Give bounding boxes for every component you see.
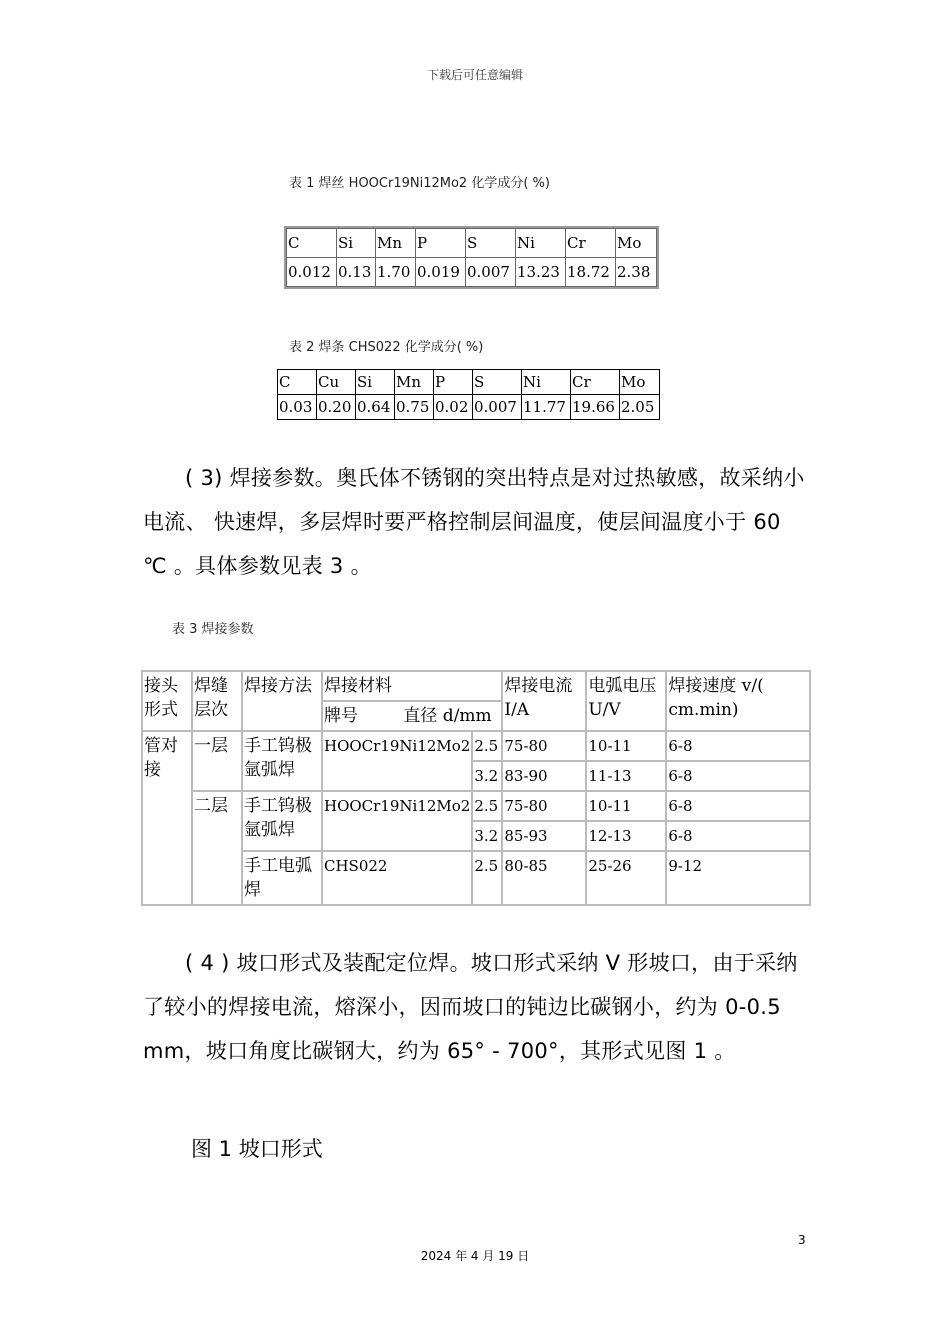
cell-voltage: 12-13: [586, 821, 666, 851]
table2-header-cell: Cu: [317, 370, 356, 395]
table2-header-cell: P: [434, 370, 473, 395]
cell-diameter: 3.2: [472, 761, 502, 791]
cell-current: 80-85: [502, 851, 586, 905]
table2-header-cell: Mo: [620, 370, 660, 395]
cell-current: 85-93: [502, 821, 586, 851]
cell-voltage: 10-11: [586, 791, 666, 821]
table3: [141, 670, 811, 906]
table1-header-cell: Mn: [376, 229, 416, 258]
table1-header-cell: C: [287, 229, 337, 258]
table1-header-cell: Mo: [616, 229, 657, 258]
cell-speed: 9-12: [666, 851, 810, 905]
table1-value-cell: 18.72: [566, 258, 616, 287]
header-voltage: 电弧电压 U/V: [586, 671, 666, 731]
table1-value-cell: 0.019: [416, 258, 466, 287]
table2-header-cell: Si: [356, 370, 395, 395]
cell-diameter: 3.2: [472, 821, 502, 851]
table1-value-row: [287, 258, 657, 287]
table2: [277, 369, 660, 420]
table1-header-cell: Si: [337, 229, 376, 258]
table2-value-row: [278, 395, 660, 420]
table1-value-cell: 13.23: [516, 258, 566, 287]
cell-grade-rod: CHS022: [322, 851, 472, 905]
table2-header-cell: S: [473, 370, 522, 395]
cell-current: 75-80: [502, 731, 586, 761]
table2-value-cell: 0.75: [395, 395, 434, 420]
cell-voltage: 25-26: [586, 851, 666, 905]
cell-method-tig: 手工钨极氩弧焊: [242, 791, 322, 851]
table1-header-row: [287, 229, 657, 258]
table1-header-cell: P: [416, 229, 466, 258]
cell-diameter: 2.5: [472, 731, 502, 761]
table2-value-cell: 0.20: [317, 395, 356, 420]
header-method: 焊接方法: [242, 671, 322, 731]
table3-row: [142, 791, 810, 821]
cell-speed: 6-8: [666, 761, 810, 791]
table1-value-cell: 2.38: [616, 258, 657, 287]
header-joint: 接头形式: [142, 671, 192, 731]
table1-header-cell: Cr: [566, 229, 616, 258]
table3-row: [142, 851, 810, 905]
cell-method-smaw: 手工电弧焊: [242, 851, 322, 905]
table1-header-cell: Ni: [516, 229, 566, 258]
table2-value-cell: 0.03: [278, 395, 317, 420]
table1-value-cell: 1.70: [376, 258, 416, 287]
table1-value-cell: 0.007: [466, 258, 516, 287]
cell-grade-wire: HOOCr19Ni12Mo2: [322, 731, 472, 791]
header-layer: 焊缝层次: [192, 671, 242, 731]
paragraph-3: [143, 456, 808, 588]
figure-caption: 图 1 坡口形式: [191, 1137, 323, 1161]
header-speed: 焊接速度 v/( cm.min): [666, 671, 810, 731]
table2-value-cell: 19.66: [571, 395, 620, 420]
table1: [286, 228, 657, 287]
cell-grade-wire: HOOCr19Ni12Mo2: [322, 791, 472, 851]
cell-current: 83-90: [502, 761, 586, 791]
cell-layer1: 一层: [192, 731, 242, 791]
cell-speed: 6-8: [666, 731, 810, 761]
paragraph-3-text: ( 3) 焊接参数。奥氏体不锈钢的突出特点是对过热敏感，故采纳小电流、 快速焊，多层焊时要严格控制层间温度，使层间温度小于 60 ℃ 。具体参数见表 3 。: [143, 466, 805, 578]
cell-layer2: 二层: [192, 791, 242, 905]
table2-header-cell: Mn: [395, 370, 434, 395]
page-header: 下载后可任意编辑: [426, 68, 523, 82]
cell-speed: 6-8: [666, 821, 810, 851]
header-diameter: 直径 d/mm: [403, 706, 492, 726]
table3-row: [142, 731, 810, 761]
header-grade-diameter: [322, 701, 502, 731]
cell-diameter: 2.5: [472, 851, 502, 905]
table2-header-cell: C: [278, 370, 317, 395]
cell-current: 75-80: [502, 791, 586, 821]
header-grade: 牌号: [324, 706, 358, 726]
cell-speed: 6-8: [666, 791, 810, 821]
table2-value-cell: 0.64: [356, 395, 395, 420]
cell-joint: 管对接: [142, 731, 192, 905]
table2-value-cell: 0.02: [434, 395, 473, 420]
cell-method-tig: 手工钨极氩弧焊: [242, 731, 322, 791]
table2-header-cell: Cr: [571, 370, 620, 395]
table2-value-cell: 2.05: [620, 395, 660, 420]
table1-header-cell: S: [466, 229, 516, 258]
table2-value-cell: 11.77: [522, 395, 571, 420]
table1-value-cell: 0.13: [337, 258, 376, 287]
table2-header-cell: Ni: [522, 370, 571, 395]
table3-header-row: [142, 671, 810, 701]
table1-caption: 表 1 焊丝 HOOCr19Ni12Mo2 化学成分( %): [289, 176, 550, 191]
table3-caption: 表 3 焊接参数: [172, 622, 254, 637]
paragraph-4: [143, 941, 808, 1073]
footer-date: 2024 年 4 月 19 日: [420, 1249, 530, 1263]
header-material: 焊接材料: [322, 671, 502, 701]
header-current: 焊接电流 I/A: [502, 671, 586, 731]
table2-header-row: [278, 370, 660, 395]
paragraph-4-text: ( 4 ) 坡口形式及装配定位焊。坡口形式采纳 V 形坡口，由于采纳了较小的焊接电流，熔深小，因而坡口的钝边比碳钢小，约为 0-0.5 mm，坡口角度比碳钢大，约为 65° - 700°，其形式见图 1 。: [143, 951, 798, 1063]
table1-value-cell: 0.012: [287, 258, 337, 287]
cell-voltage: 10-11: [586, 731, 666, 761]
page-number: 3: [798, 1233, 806, 1247]
cell-voltage: 11-13: [586, 761, 666, 791]
table2-value-cell: 0.007: [473, 395, 522, 420]
table2-caption: 表 2 焊条 CHS022 化学成分( %): [289, 340, 484, 355]
cell-diameter: 2.5: [472, 791, 502, 821]
